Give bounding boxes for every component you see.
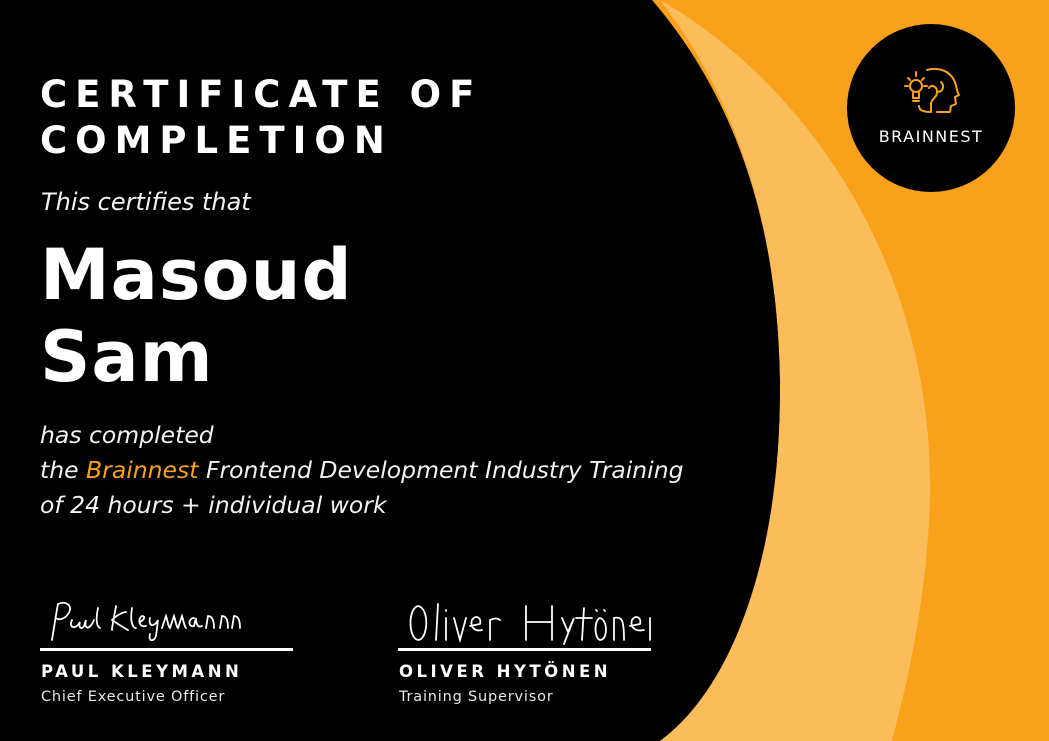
completion-description — [40, 418, 684, 523]
signature-oliver-hytonen — [404, 598, 654, 648]
recipient-name — [40, 234, 353, 398]
description-prefix: the — [40, 456, 87, 484]
brand-highlight: Brainnest — [86, 456, 199, 484]
signer-role: Chief Executive Officer — [41, 689, 226, 705]
certificate-title — [40, 72, 482, 164]
brain-lightbulb-icon — [901, 66, 963, 116]
certifies-text: This certifies that — [41, 188, 251, 216]
brainnest-logo — [847, 24, 1015, 192]
recipient-first-name: Masoud — [40, 234, 353, 316]
signer-name: OLIVER HYTÖNEN — [399, 662, 612, 681]
logo-text: BRAINNEST — [878, 127, 984, 146]
recipient-last-name: Sam — [40, 316, 214, 398]
signature-line — [398, 648, 651, 651]
signature-line — [40, 648, 293, 651]
description-line-3: of 24 hours + individual work — [40, 491, 387, 519]
title-line-2: COMPLETION — [40, 119, 393, 162]
title-line-1: CERTIFICATE OF — [40, 73, 483, 116]
description-line-1: has completed — [40, 421, 214, 449]
description-course: Frontend Development Industry Training — [198, 456, 684, 484]
signature-paul-kleymann — [46, 598, 296, 648]
signer-role: Training Supervisor — [399, 689, 554, 705]
signer-name: PAUL KLEYMANN — [41, 662, 243, 681]
description-line-2 — [40, 453, 684, 488]
